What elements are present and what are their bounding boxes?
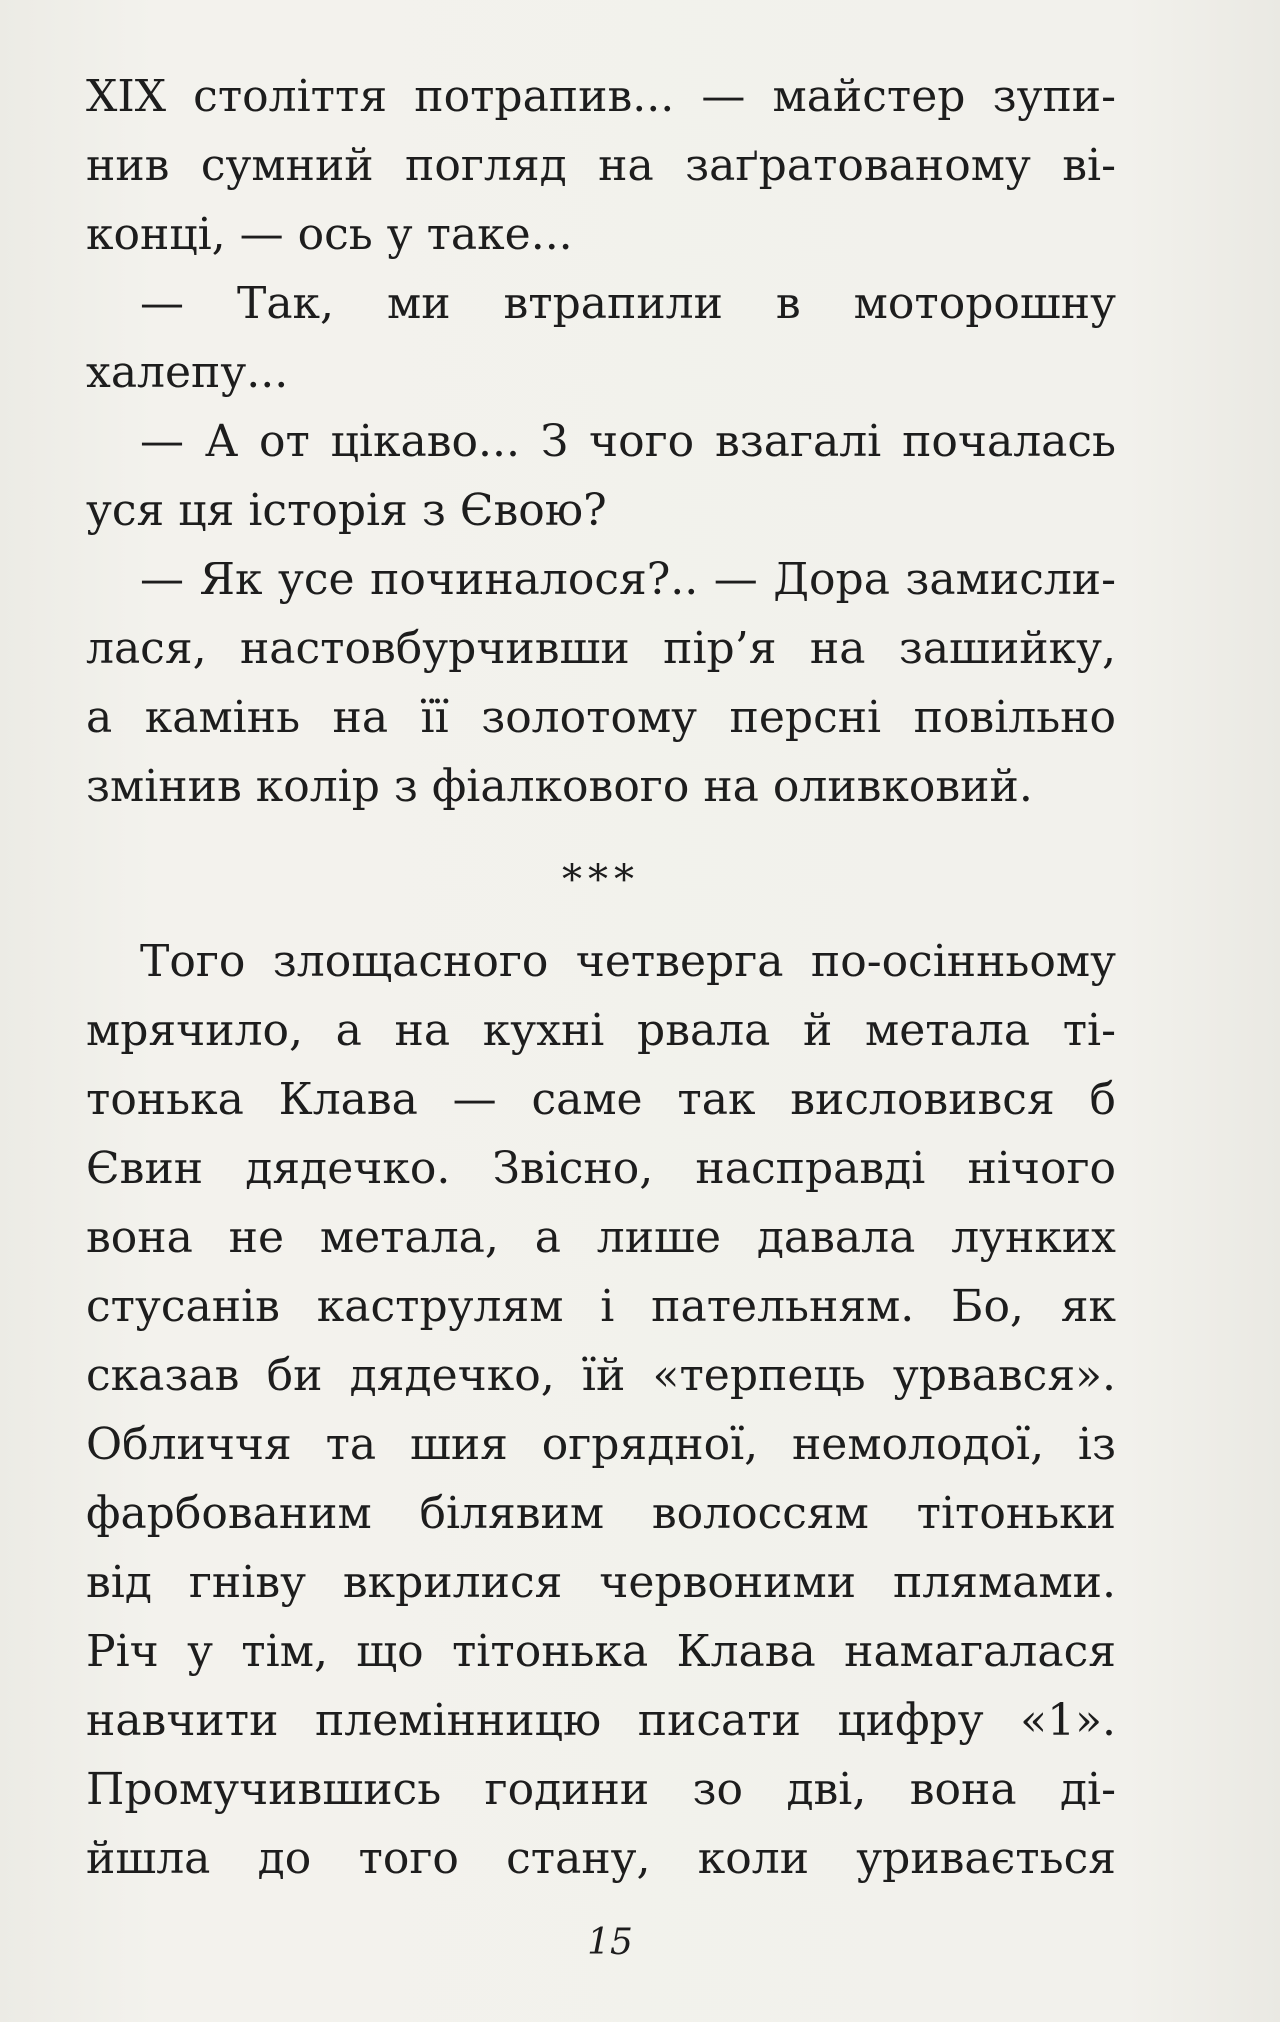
text-line: Євин дядечко. Звісно, насправді нічого: [86, 1143, 1116, 1194]
section-separator: ***: [562, 857, 640, 903]
text-line: Річ у тім, що тітонька Клава намагалася: [86, 1626, 1116, 1677]
text-line: мрячило, а на кухні рвала й метала ті-: [86, 1005, 1116, 1056]
text-line: конці, — ось у таке...: [86, 209, 573, 260]
text-line: Обличчя та шия огрядної, немолодої, із: [86, 1419, 1116, 1470]
text-line: XIX століття потрапив... — майстер зупи-: [86, 71, 1116, 122]
text-line: тонька Клава — саме так висловився б: [86, 1074, 1116, 1125]
text-line: — Так, ми втрапили в моторошну: [140, 278, 1116, 329]
paragraph-2: [86, 269, 1116, 407]
text-line: стусанів каструлям і пательням. Бо, як: [86, 1281, 1116, 1332]
text-line: лася, настовбурчивши пір’я на зашийку,: [86, 623, 1116, 674]
text-line: халепу...: [86, 347, 289, 398]
page-text: [86, 62, 1116, 1893]
paragraph-1: [86, 62, 1116, 269]
text-line: змінив колір з фіалкового на оливковий.: [86, 761, 1033, 812]
page-number: 15: [587, 1922, 633, 1963]
text-line: а камінь на її золотому персні повільно: [86, 692, 1116, 743]
text-line: фарбованим білявим волоссям тітоньки: [86, 1488, 1116, 1539]
text-line: вона не метала, а лише давала лунких: [86, 1212, 1116, 1263]
paragraph-3: [86, 407, 1116, 545]
text-line: уся ця історія з Євою?: [86, 485, 607, 536]
text-line: нив сумний погляд на заґратованому ві-: [86, 140, 1116, 191]
text-line: навчити племінницю писати цифру «1».: [86, 1695, 1116, 1746]
text-line: Того злощасного четверга по-осінньому: [140, 936, 1116, 987]
text-line: Промучившись години зо дві, вона ді-: [86, 1764, 1116, 1815]
text-line: — Як усе починалося?.. — Дора замисли-: [140, 554, 1116, 605]
text-line: від гніву вкрилися червоними плямами.: [86, 1557, 1116, 1608]
text-line: йшла до того стану, коли уривається: [86, 1833, 1116, 1884]
text-line: — А от цікаво... З чого взагалі почалась: [140, 416, 1116, 467]
paragraph-5: [86, 927, 1116, 1893]
paragraph-4: [86, 545, 1116, 821]
text-line: сказав би дядечко, їй «терпець урвався».: [86, 1350, 1116, 1401]
